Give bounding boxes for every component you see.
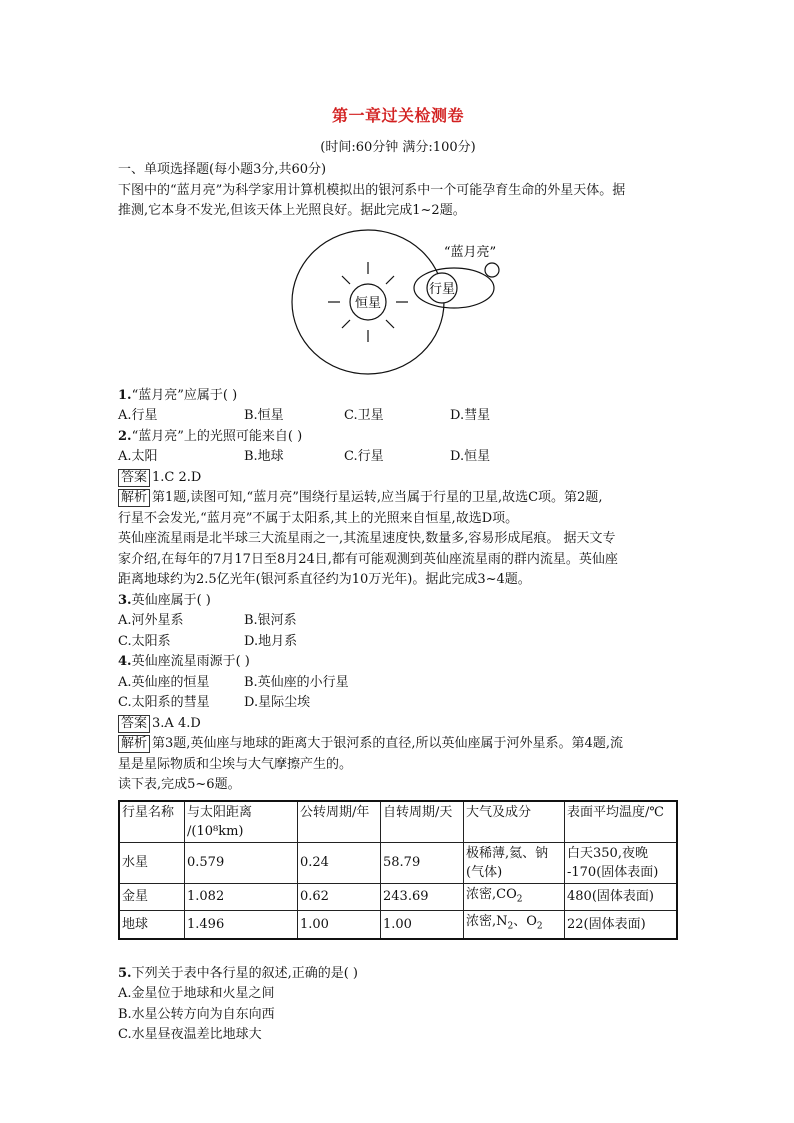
spacer [118,940,678,964]
option: A.太阳 [118,449,158,464]
cell: 1.00 [298,911,381,939]
subscript: 2 [507,921,514,932]
option: C.卫星 [344,408,384,423]
cell [464,842,565,883]
option: D.恒星 [450,449,491,464]
intro-line: 下图中的“蓝月亮”为科学家用计算机模拟出的银河系中一个可能孕育生命的外星天体。据 [118,182,626,198]
question-text: “蓝月亮”上的光照可能来自( ) [131,428,303,444]
question-text: 下列关于表中各行星的叙述,正确的是( ) [131,965,358,981]
cell-line: 白天350,夜晚 [567,845,648,861]
cell-text: 浓密,N [466,914,508,930]
option: A.河外星系 [118,613,184,628]
question-3 [118,591,678,612]
option: A.金星位于地球和火星之间 [118,986,275,1002]
cell: 地球 [119,911,185,939]
question-5 [118,964,678,985]
option: B.英仙座的小行星 [244,674,349,690]
header-line: /(10⁸km) [187,823,244,839]
cell: 金星 [119,883,185,911]
page-subtitle: (时间:60分钟 满分:100分) [320,140,476,155]
option: C.太阳系的彗星 [118,695,210,710]
section-heading: 一、单项选择题(每小题3分,共60分) [118,162,327,177]
cell: 0.24 [298,842,381,883]
option: B.银河系 [244,613,297,628]
answer-3-4 [118,714,678,735]
intro-line: 家介绍,在每年的7月17日至8月24日,都有可能观测到英仙座流星雨的群内流星。英仙座 [118,551,618,567]
option: D.彗星 [450,408,491,423]
cell-text: 、O [513,914,537,930]
cell [464,883,565,911]
question-number: 2. [118,428,132,444]
cell: 480(固体表面) [565,883,678,911]
blue-moon-label: “蓝月亮” [443,244,497,260]
cell: 0.579 [185,842,298,883]
table-row [119,883,677,911]
page-title: 第一章过关检测卷 [331,106,464,125]
question-text: 英仙座属于( ) [131,592,211,608]
header-cell: 自转周期/天 [381,801,464,843]
question-1 [118,386,678,407]
answer-text: 3.A 4.D [152,715,201,731]
subscript: 2 [516,894,523,905]
table-row [119,911,677,939]
header-cell: 表面平均温度/℃ [565,801,678,843]
option: C.太阳系 [118,633,171,649]
option: C.行星 [344,449,384,464]
cell [464,911,565,939]
options-q3-row2 [118,632,678,653]
table-intro: 读下表,完成5~6题。 [118,777,241,792]
intro-line: 距离地球约为2.5亿光年(银河系直径约为10万光年)。据此完成3~4题。 [118,572,531,587]
explanation-line: 行星不会发光,“蓝月亮”不属于太阳系,其上的光照来自恒星,故选D项。 [118,510,519,526]
header-line: 与太阳距离 [187,804,253,820]
question-text: 英仙座流星雨源于( ) [131,654,250,669]
header-cell: 行星名称 [119,801,185,843]
options-q4-row2 [118,693,678,714]
header-cell: 大气及成分 [464,801,565,843]
option: A.英仙座的恒星 [118,674,210,690]
intro-line: 推测,它本身不发光,但该天体上光照良好。据此完成1~2题。 [118,203,466,218]
orbit-svg [286,222,536,382]
question-number: 4. [118,654,132,669]
header-cell: 公转周期/年 [298,801,381,843]
question-4 [118,652,678,673]
cell: 水星 [119,842,185,883]
question-text: “蓝月亮”应属于( ) [131,387,238,403]
option: A.行星 [118,408,158,423]
subscript: 2 [536,921,543,932]
explanation-text: 第3题,英仙座与地球的距离大于银河系的直径,所以英仙座属于河外星系。第4题,流 [152,736,623,751]
orbit-diagram [118,222,678,386]
explanation-3-4 [118,734,678,755]
star-label: 恒星 [354,295,382,311]
option: B.地球 [244,449,284,464]
cell: 1.496 [185,911,298,939]
cell-text: 浓密,CO [466,886,517,902]
option: D.星际尘埃 [244,695,311,710]
intro-line: 英仙座流星雨是北半球三大流星雨之一,其流星速度快,数量多,容易形成尾痕。 据天文专 [118,531,616,546]
cell: 58.79 [381,842,464,883]
table-header-row [119,801,677,843]
question-number: 3. [118,592,132,608]
cell: 0.62 [298,883,381,911]
options-q3-row1 [118,611,678,632]
explanation-tag: 解析 [118,489,150,507]
explanation-1-2 [118,488,678,509]
planet-label: 行星 [428,281,456,297]
cell-line: -170(固体表面) [567,864,659,880]
question-number: 5. [118,965,132,981]
cell-line: 极稀薄,氦、钠 [466,845,549,861]
question-2 [118,427,678,448]
cell: 1.00 [381,911,464,939]
cell: 22(固体表面) [565,911,678,939]
options-q1 [118,406,678,427]
explanation-tag: 解析 [118,735,150,753]
option: C.水星昼夜温差比地球大 [118,1027,262,1043]
options-q4-row1 [118,673,678,694]
answer-tag: 答案 [118,715,150,733]
explanation-text: 第1题,读图可知,“蓝月亮”围绕行星运转,应当属于行星的卫星,故选C项。第2题, [152,490,603,505]
cell-line: (气体) [466,864,503,880]
question-number: 1. [118,387,132,403]
planet-table [118,800,678,940]
header-cell [185,801,298,843]
answer-text: 1.C 2.D [152,469,202,485]
cell [565,842,678,883]
answer-1-2 [118,468,678,489]
option: B.水星公转方向为自东向西 [118,1006,275,1022]
table-row [119,842,677,883]
answer-tag: 答案 [118,469,150,487]
cell: 1.082 [185,883,298,911]
option: D.地月系 [244,633,298,649]
blue-moon-body [485,263,499,277]
explanation-line: 星是星际物质和尘埃与大气摩擦产生的。 [118,756,353,772]
option: B.恒星 [244,408,284,423]
options-q2 [118,447,678,468]
cell: 243.69 [381,883,464,911]
content-flow [118,160,678,1046]
